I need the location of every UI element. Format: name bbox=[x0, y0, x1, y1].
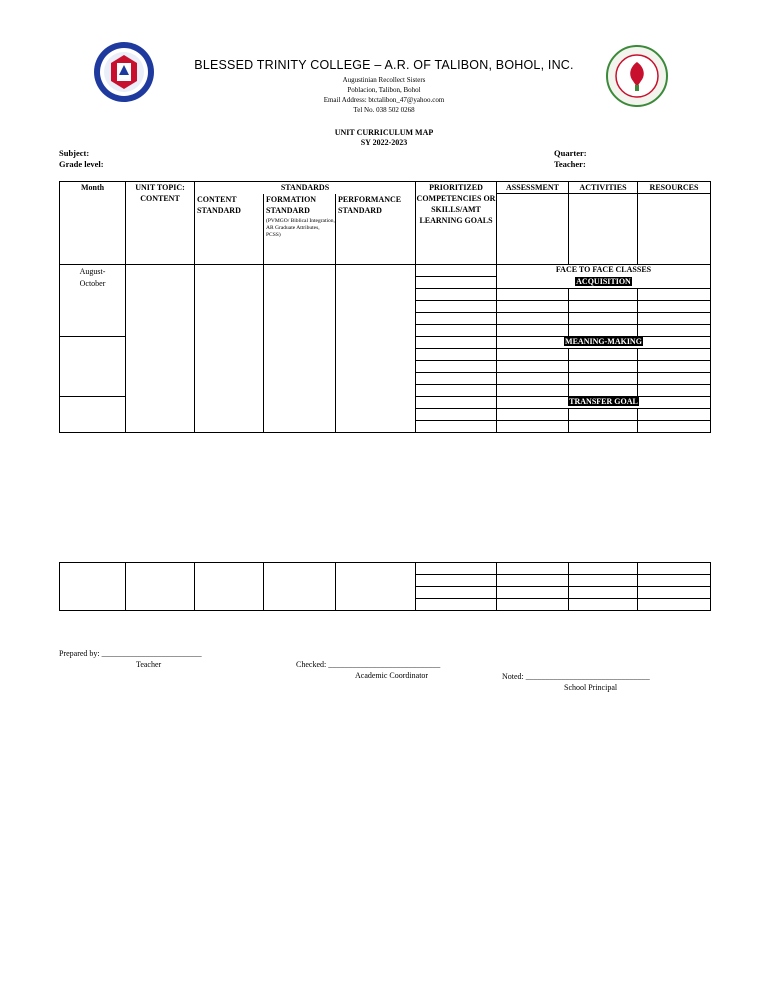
table-cell bbox=[569, 587, 638, 599]
unit-topic-header: UNIT TOPIC: CONTENT bbox=[126, 182, 195, 265]
prioritized-competencies-header: PRIORITIZED COMPETENCIES OR SKILLS/AMT LEARNING GOALS bbox=[416, 182, 497, 265]
month-value-cell bbox=[60, 265, 126, 337]
table-cell bbox=[416, 409, 497, 421]
table-cell bbox=[416, 265, 497, 277]
table-cell bbox=[336, 563, 416, 611]
table-cell bbox=[497, 409, 569, 421]
header-line-email: Email Address: btctalibon_47@yahoo.com bbox=[323, 96, 445, 104]
table-cell bbox=[569, 385, 638, 397]
content-standard-label: CONTENT STANDARD bbox=[197, 194, 241, 215]
table-cell bbox=[416, 289, 497, 301]
table-cell bbox=[638, 421, 711, 433]
performance-standard-body bbox=[336, 265, 416, 433]
table-cell bbox=[416, 421, 497, 433]
table-cell bbox=[638, 349, 711, 361]
month-header: Month bbox=[60, 182, 126, 265]
header-line-tel: Tel No. 038 502 0268 bbox=[353, 106, 415, 114]
month-body-2 bbox=[60, 337, 126, 397]
table-cell bbox=[569, 373, 638, 385]
formation-standard-note: (PVMGO/ Biblical Integration, AR Graduate Attributes, PCSS) bbox=[266, 217, 335, 238]
table-cell bbox=[638, 587, 711, 599]
table-cell bbox=[638, 599, 711, 611]
table-cell bbox=[416, 349, 497, 361]
prepared-by-line: Prepared by: _________________________ bbox=[59, 649, 202, 658]
table-cell bbox=[497, 361, 569, 373]
acquisition-row bbox=[497, 277, 711, 289]
table-cell bbox=[569, 421, 638, 433]
acquisition-label: ACQUISITION bbox=[576, 276, 631, 286]
quarter-label: Quarter: bbox=[554, 148, 587, 158]
face-to-face-label: FACE TO FACE CLASSES bbox=[555, 265, 652, 274]
table-cell bbox=[569, 563, 638, 575]
table-cell bbox=[497, 289, 569, 301]
curriculum-map-table bbox=[59, 181, 711, 433]
table-cell bbox=[638, 563, 711, 575]
table-cell bbox=[416, 385, 497, 397]
content-standard-header bbox=[195, 194, 264, 265]
formation-standard-header bbox=[264, 194, 336, 265]
table-cell bbox=[569, 325, 638, 337]
table-cell bbox=[569, 349, 638, 361]
unit-topic-body bbox=[126, 265, 195, 433]
table-cell bbox=[638, 313, 711, 325]
table-cell bbox=[416, 313, 497, 325]
month-value: August-October bbox=[79, 267, 106, 288]
table-cell bbox=[497, 325, 569, 337]
teacher-label: Teacher: bbox=[554, 159, 586, 169]
assessment-cell-blank bbox=[497, 194, 569, 265]
table-cell bbox=[497, 301, 569, 313]
table-cell bbox=[569, 313, 638, 325]
table-cell bbox=[638, 325, 711, 337]
table-cell bbox=[416, 563, 497, 575]
table-cell bbox=[638, 373, 711, 385]
transfer-goal-label: TRANSFER GOAL bbox=[569, 397, 638, 406]
table-cell bbox=[195, 563, 264, 611]
content-standard-body bbox=[195, 265, 264, 433]
table-cell bbox=[638, 409, 711, 421]
table-cell bbox=[569, 599, 638, 611]
table-cell bbox=[569, 289, 638, 301]
grade-level-label: Grade level: bbox=[59, 159, 104, 169]
meaning-making-row bbox=[497, 337, 711, 349]
table-cell bbox=[416, 337, 497, 349]
table-cell bbox=[497, 349, 569, 361]
checked-role: Academic Coordinator bbox=[355, 671, 429, 680]
table-cell bbox=[416, 325, 497, 337]
table-cell bbox=[416, 599, 497, 611]
table-cell bbox=[264, 563, 336, 611]
school-name: BLESSED TRINITY COLLEGE – A.R. OF TALIBON, BOHOL, INC. bbox=[194, 58, 574, 72]
face-to-face-row bbox=[497, 265, 711, 277]
table-cell bbox=[638, 289, 711, 301]
table-cell bbox=[638, 361, 711, 373]
standards-header: STANDARDS bbox=[195, 182, 416, 194]
formation-standard-body bbox=[264, 265, 336, 433]
header-line-sisters: Augustinian Recollect Sisters bbox=[342, 76, 426, 84]
activities-header: ACTIVITIES bbox=[569, 182, 638, 194]
table-cell bbox=[497, 373, 569, 385]
table-cell bbox=[497, 313, 569, 325]
resources-cell-blank bbox=[638, 194, 711, 265]
table-cell bbox=[497, 587, 569, 599]
table-cell bbox=[497, 421, 569, 433]
table-cell bbox=[638, 301, 711, 313]
subject-label: Subject: bbox=[59, 148, 90, 158]
continuation-table bbox=[59, 562, 711, 611]
table-cell bbox=[569, 575, 638, 587]
prepared-by-role: Teacher bbox=[136, 660, 162, 669]
table-cell bbox=[497, 385, 569, 397]
document-title: UNIT CURRICULUM MAP bbox=[334, 128, 434, 137]
table-cell bbox=[638, 575, 711, 587]
formation-standard-label: FORMATION STANDARD bbox=[266, 194, 317, 215]
activities-cell-blank bbox=[569, 194, 638, 265]
table-cell bbox=[126, 563, 195, 611]
table-cell bbox=[416, 361, 497, 373]
table-cell bbox=[638, 385, 711, 397]
transfer-goal-row bbox=[497, 397, 711, 409]
header-line-address: Poblacion, Talibon, Bohol bbox=[347, 86, 421, 94]
table-cell bbox=[569, 409, 638, 421]
table-cell bbox=[416, 397, 497, 409]
noted-role: School Principal bbox=[564, 683, 618, 692]
table-cell bbox=[416, 301, 497, 313]
assessment-header: ASSESSMENT bbox=[497, 182, 569, 194]
table-cell bbox=[569, 361, 638, 373]
performance-standard-header bbox=[336, 194, 416, 265]
meaning-making-label: MEANING-MAKING bbox=[565, 337, 642, 346]
table-cell bbox=[569, 301, 638, 313]
table-cell bbox=[497, 563, 569, 575]
noted-line: Noted: _______________________________ bbox=[502, 672, 650, 681]
table-cell bbox=[416, 277, 497, 289]
school-year: SY 2022-2023 bbox=[360, 138, 408, 147]
resources-header: RESOURCES bbox=[638, 182, 711, 194]
performance-standard-label: PERFORMANCE STANDARD bbox=[338, 194, 402, 215]
table-cell bbox=[497, 599, 569, 611]
checked-line: Checked: ____________________________ bbox=[296, 660, 441, 669]
table-cell bbox=[416, 575, 497, 587]
table-cell bbox=[60, 563, 126, 611]
month-body-3 bbox=[60, 397, 126, 433]
table-cell bbox=[416, 587, 497, 599]
table-cell bbox=[416, 373, 497, 385]
table-cell bbox=[497, 575, 569, 587]
